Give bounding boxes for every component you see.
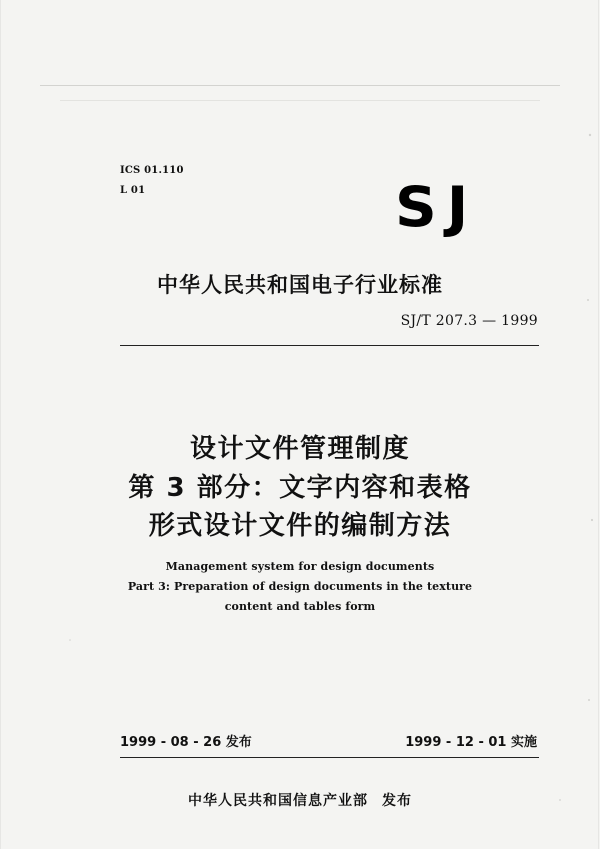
ics-code: ICS 01.110	[120, 165, 184, 176]
chinese-title-line-1: 设计文件管理制度	[189, 434, 410, 464]
ccs-code: L 01	[120, 185, 146, 196]
sj-logo: SJ	[395, 174, 479, 240]
english-title-line-1: Management system for design documents	[165, 560, 435, 573]
english-title-line-3: content and tables form	[224, 600, 376, 613]
standard-category-title: 中华人民共和国电子行业标准	[157, 273, 443, 297]
issue-date: 1999 - 08 - 26 发布	[120, 735, 252, 750]
publisher-line	[0, 790, 600, 810]
implementation-date: 1999 - 12 - 01 实施	[405, 735, 537, 750]
english-title-line-2: Part 3: Preparation of design documents in the texture	[127, 580, 473, 593]
chinese-title-line-3: 形式设计文件的编制方法	[148, 511, 452, 541]
publisher-name: 中华人民共和国信息产业部	[188, 793, 368, 809]
chinese-title-line-2: 第 3 部分：文字内容和表格	[128, 473, 472, 503]
publisher-action: 发布	[382, 793, 412, 809]
top-divider	[120, 345, 539, 346]
standard-number: SJ/T 207.3 — 1999	[400, 313, 538, 329]
bottom-divider	[120, 757, 539, 758]
